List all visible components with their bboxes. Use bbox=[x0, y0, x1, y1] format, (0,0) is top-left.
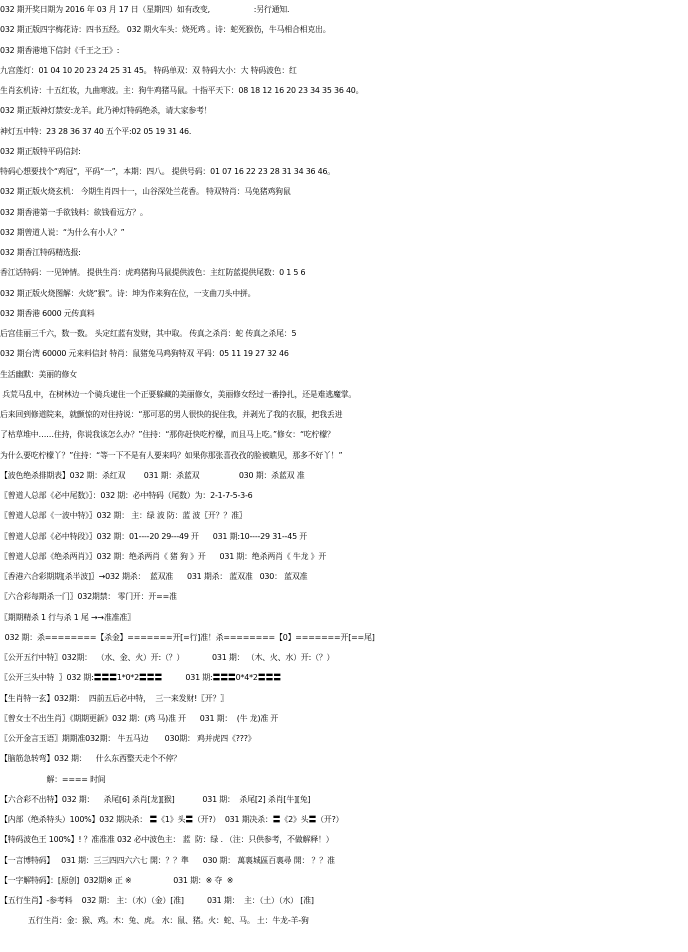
one-character-riddle: 【一字解特码】：[原创] 032期※ 正 ※ 031 期：※ 夺 ※ bbox=[0, 876, 234, 885]
golden-words: 〖公开金言玉语〗期期准032期： 牛五马边 030期： 鸡并虎四《???》 bbox=[0, 734, 256, 743]
xiangjiang-heading: 032 期香江特码精选报: bbox=[0, 248, 81, 257]
underground-letter-heading: 032 期香港地下信封《千王之王》: bbox=[0, 46, 120, 55]
fire-burn-mystery: 032 期正版火烧玄机： 今期生肖四十一，山谷深处兰花香。 特双特肖：马兔猪鸡狗鼠 bbox=[0, 187, 291, 196]
kill-two-zodiacs: 〖曾道人总部《绝杀两肖》〗032 期：绝杀两肖《 猪 狗 》开 031 期：绝杀两肖《 牛龙 》开 bbox=[0, 552, 327, 561]
kill-row-tail-heading: 〖期期精杀 1 行与杀 1 尾 →→准准准〗 bbox=[0, 613, 135, 622]
five-element-zodiac: 【五行生肖】-参考料 032 期： 主：（水）（金）[准] 031 期： 主：（土）（水） [准] bbox=[0, 896, 314, 905]
lottery-excluded-special: 【六合彩不出特】032 期： 杀尾[6] 杀肖[龙][猴] 031 期： 杀尾[2] 杀肖[牛][兔] bbox=[0, 795, 311, 804]
humor-title: 生活幽默：美丽的修女 bbox=[0, 370, 77, 379]
xiangjiang-details: 香江话特码：一见钟情。 提供生肖：虎鸡猪狗马鼠提供波色：主红防蓝提供尾数：0 1 5 6 bbox=[0, 268, 306, 277]
zeng-daoren-saying: 032 期曾道人说：“为什么有小人？” bbox=[0, 228, 125, 237]
nine-palace-lantern: 九宫莲灯：01 04 10 20 23 24 25 31 45。 特码单双：双 特码大小：大 特码波色：红 bbox=[0, 66, 297, 75]
kill-one-gate: 〖六合彩每期杀一门〗032期禁： 零门开：开==准 bbox=[0, 592, 177, 601]
special-code-letter-text: 特码心想要找个“鸡冠”，平码“一”，本期：四八。 提供号码：01 07 16 22 23 28 31 34 36 46。 bbox=[0, 167, 335, 176]
humor-story-line-2: 后来回到修道院来，就颤惊的对住持说：“那可恶的男人很快的捉住我，并剥光了我的衣服，把我丢进 bbox=[0, 410, 343, 419]
fax-material-heading: 032 期香港 6000 元传真料 bbox=[0, 309, 95, 318]
ms-zeng-excluded-zodiacs: 〖曾女士不出生肖〗《期期更新》032 期：(鸡 马)准 开 031 期： (牛 龙)准 开 bbox=[0, 714, 279, 723]
three-heads-special: 〖公开三头中特 〗032 期:〓〓〓1*0*2〓〓〓 031 期:〓〓〓0*4*2〓〓〓 bbox=[0, 673, 281, 682]
brain-teaser: 【脑筋急转弯】032 期： 什么东西整天走个不停？ bbox=[0, 754, 181, 763]
one-word-bet: 【一言博特码】 031 期：三三四四六六七 開：？？準 030 期： 萬裏城區百裏尋 開： ？？准 bbox=[0, 856, 335, 865]
zodiac-mystery: 【生肖特一玄】032期： 四前五后必中特， 三一来发财!〖开？〗 bbox=[0, 694, 228, 703]
humor-story-line-4: 为什么要吃柠檬丫？”住持：“等一下不是有人要来吗？如果你那张喜孜孜的脸被瞧见，那多不好丫！” bbox=[0, 451, 343, 460]
five-elements-special: 〖公开五行中特〗032期： （水、金、火）开:（？） 031 期： （木、火、水）开:（？） bbox=[0, 653, 335, 662]
wave-color-kill-table: 【波色绝杀排期表】032 期：杀红双 031 期：杀蓝双 030 期：杀蓝双 准 bbox=[0, 471, 305, 480]
lamp-ban-note: 032 期正版神灯禁安:龙羊。此乃神灯特码绝杀，请大家参考！ bbox=[0, 106, 212, 115]
fire-burn-illustration: 032 期正版火烧图解：火烧“猴”。诗：坤为作来狗在位，一支曲刀头中拼。 bbox=[0, 289, 256, 298]
humor-story-line-3: 了枯草堆中……住持，你说我该怎么办？”住持：“那你赶快吃柠檬，而且马上吃。”修女：“吃柠檬？ bbox=[0, 430, 335, 439]
plum-blossom-poem: 032 期正版四字梅花诗：四书五经。 032 期火车头：烧死鸡 。诗：蛇死猴伤，牛马相合相克出。 bbox=[0, 25, 331, 34]
one-wave-special: 〖曾道人总部《一波中特》〗032 期： 主：绿 波 防：蓝 波〖开？？准〗 bbox=[0, 511, 247, 520]
must-hit-range: 〖曾道人总部《必中特段》〗032 期：01----20 29---49 开 031 期:10----29 31--45 开 bbox=[0, 532, 307, 541]
draw-date-notice: 032 期开奖日期为 2016 年 03 月 17 日（星期四）如有改变, :另行通知. bbox=[0, 5, 290, 14]
kill-half-wave: 〖香港六合彩期期[杀半波]〗→032 期杀： 蓝双准 031 期杀： 蓝双准 030： 蓝双准 bbox=[0, 572, 308, 581]
zodiac-mystery-poem: 生肖玄机诗：十五红妆，九曲寒波。主：狗牛鸡猪马鼠。十指平天下：08 18 12 16 20 23 34 35 36 40。 bbox=[0, 86, 364, 95]
taiwan-letter: 032 期台湾 60000 元来料信封 特肖：鼠猪兔马鸡狗特双 平码：05 11 19 27 32 46 bbox=[0, 349, 289, 358]
internal-kill-head: 【内部（绝杀特头）100%】032 期决杀： 〓《1》头〓（开?） 031 期决杀：〓《2》头〓（开?） bbox=[0, 815, 344, 824]
kill-row-tail-detail: 032 期：杀========【杀金】=======开[=行]准！杀========【0】=======开[==尾] bbox=[0, 633, 375, 642]
must-hit-tail-numbers: 〖曾道人总部《必中尾数》〗：032 期：必中特码（尾数）为：2-1-7-5-3-6 bbox=[0, 491, 253, 500]
five-element-zodiac-legend: 五行生肖：金：猴、鸡。木：兔、虎。 水：鼠、猪。火：蛇、马。 土：牛龙-羊-狗 bbox=[0, 916, 309, 925]
special-wave-king: 【特码波色王 100%】! ？准准准 032 必中波色主： 蓝 防：绿 . （注：只供参考，不做解释！） bbox=[0, 835, 334, 844]
humor-story-line-1: 兵荒马乱中，在树林边一个骑兵逮住一个正要躲藏的美丽修女，美丽修女经过一番挣扎，还是难逃魔掌。 bbox=[0, 390, 357, 399]
brain-teaser-answer: 解：==== 时间 bbox=[0, 775, 106, 784]
first-hand-material: 032 期香港第一手欲钱料：欲钱看远方？。 bbox=[0, 208, 148, 217]
lamp-five-numbers: 神灯五中特：23 28 36 37 40 五个平:02 05 19 31 46. bbox=[0, 127, 192, 136]
special-code-letter-heading: 032 期正版特平码信封: bbox=[0, 147, 81, 156]
fax-material-text: 后宫佳丽三千六，数一数。 头定红蓝有发财，其中取。 传真之杀肖：蛇 传真之杀尾：5 bbox=[0, 329, 297, 338]
